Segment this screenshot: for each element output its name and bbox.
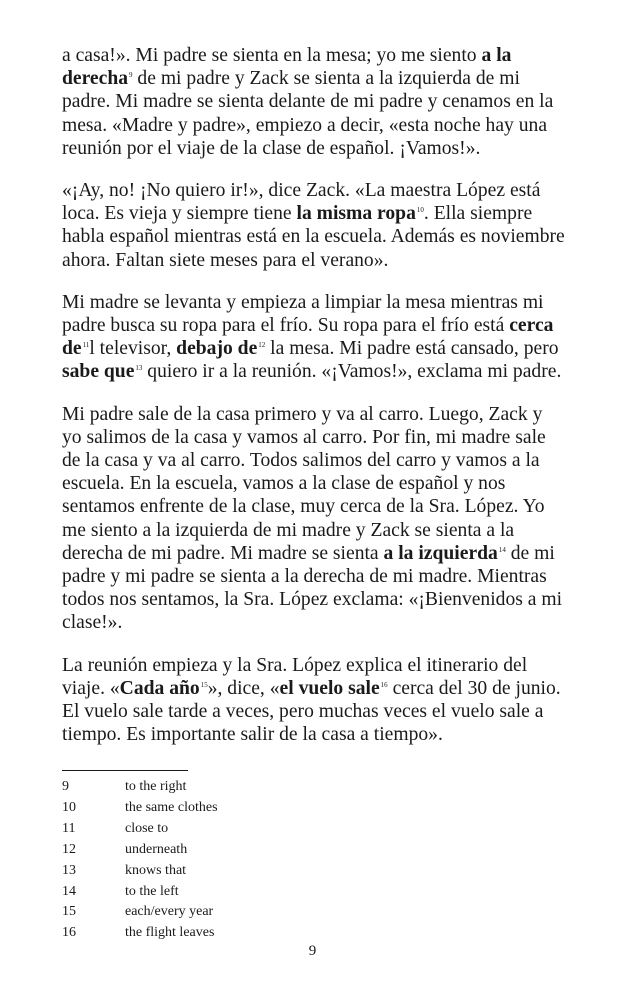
text-run: la mesa. Mi padre está cansado, pero [265, 338, 559, 360]
footnote [62, 882, 362, 903]
paragraph [62, 654, 566, 747]
footnote-number: 15 [62, 904, 76, 920]
vocab-term: la misma ropa [296, 203, 416, 225]
footnote [62, 840, 362, 861]
page-number: 9 [308, 943, 317, 959]
footnote [62, 819, 362, 840]
text-run: de mi padre y Zack se sienta a la izquierda de mi padre. Mi madre se sienta delante de mi padre y cenamos en la mesa. «Madre y padre», empiezo a decir, «esta noche hay una reunión por el viaje de la clase de español. ¡Vamos!». [62, 68, 554, 159]
vocab-term: el vuelo sale [279, 677, 380, 699]
footnote-ref: 12 [258, 341, 266, 350]
footnote [62, 861, 362, 882]
footnote-number: 12 [62, 841, 76, 857]
footnote-text: each/every year [125, 904, 214, 920]
text-run: cerca del 30 de junio. El vuelo sale tarde a veces, pero muchas veces el vuelo sale a tiempo. Es importante salir de la casa a tiempo». [62, 677, 561, 746]
vocab-term: a la derecha [62, 45, 512, 90]
footnote-text: to the left [125, 883, 179, 899]
footnote-ref: 9 [129, 71, 133, 80]
text-run: l televisor, [89, 338, 177, 360]
text-run: », dice, « [207, 677, 280, 699]
footnote-ref: 14 [498, 545, 506, 554]
text-run: Mi madre se levanta y empieza a limpiar la mesa mientras mi padre busca su ropa para el frío. Su ropa para el frío está [62, 291, 544, 337]
footnote-ref: 15 [200, 680, 208, 689]
vocab-term: a la izquierda [383, 542, 498, 564]
text-run: La reunión empieza y la Sra. López explica el itinerario del viaje. « [62, 654, 528, 699]
vocab-term: sabe que [62, 361, 135, 383]
footnote-number: 13 [62, 862, 76, 878]
paragraph [62, 291, 566, 384]
footnote-number: 16 [62, 925, 76, 941]
vocab-term: cerca de [62, 315, 554, 360]
footnote [62, 777, 362, 798]
paragraph [62, 44, 566, 160]
text-run: Mi padre sale de la casa primero y va al carro. Luego, Zack y yo salimos de la casa y vamos al carro. Por fin, mi madre sale de la casa y va al carro. Todos salimos del carro y vamos a la escuela. En la escuela, vamos a la clase de español y nos sentamos enfrente de la clase, muy cerca de la Sra. López. Yo me siento a la izquierda de mi madre y Zack se sienta a la derecha de mi padre. Mi madre se sienta [62, 403, 546, 564]
paragraph [62, 403, 566, 635]
footnote-number: 10 [62, 799, 76, 815]
footnote-divider [62, 770, 188, 771]
text-run: quiero ir a la reunión. «¡Vamos!», exclama mi padre. [142, 361, 562, 383]
footnote-text: knows that [125, 862, 187, 878]
footnote [62, 902, 362, 923]
footnote [62, 923, 362, 944]
footnote-number: 11 [62, 820, 76, 836]
vocab-term: Cada año [119, 677, 200, 699]
footnote-text: the same clothes [125, 799, 218, 815]
footnote-text: close to [125, 820, 169, 836]
vocab-term: debajo de [176, 338, 258, 360]
page-body [62, 44, 566, 765]
footnote-text: underneath [125, 841, 188, 857]
text-run: «¡Ay, no! ¡No quiero ir!», dice Zack. «La maestra López está loca. Es vieja y siempre tiene [62, 180, 541, 225]
footnote-text: to the right [125, 779, 187, 794]
footnote-text: the flight leaves [125, 925, 215, 941]
footnote-ref: 16 [380, 680, 388, 689]
text-run: de mi padre y mi padre se sienta a la derecha de mi madre. Mientras todos nos sentamos, la Sra. López exclama: «¡Bienvenidos a mi clase!». [62, 542, 563, 634]
footnotes [62, 777, 362, 944]
paragraph [62, 179, 566, 272]
footnote-ref: 11 [82, 341, 90, 350]
footnote-number: 14 [62, 883, 76, 899]
text-run: a casa!». Mi padre se sienta en la mesa; yo me siento [62, 45, 482, 66]
text-run: . Ella siempre habla español mientras está en la escuela. Además es noviembre ahora. Faltan siete meses para el verano». [62, 203, 565, 271]
footnote-ref: 10 [416, 206, 424, 215]
footnote [62, 798, 362, 819]
footnote-number: 9 [62, 779, 69, 794]
footnote-ref: 13 [135, 364, 143, 373]
